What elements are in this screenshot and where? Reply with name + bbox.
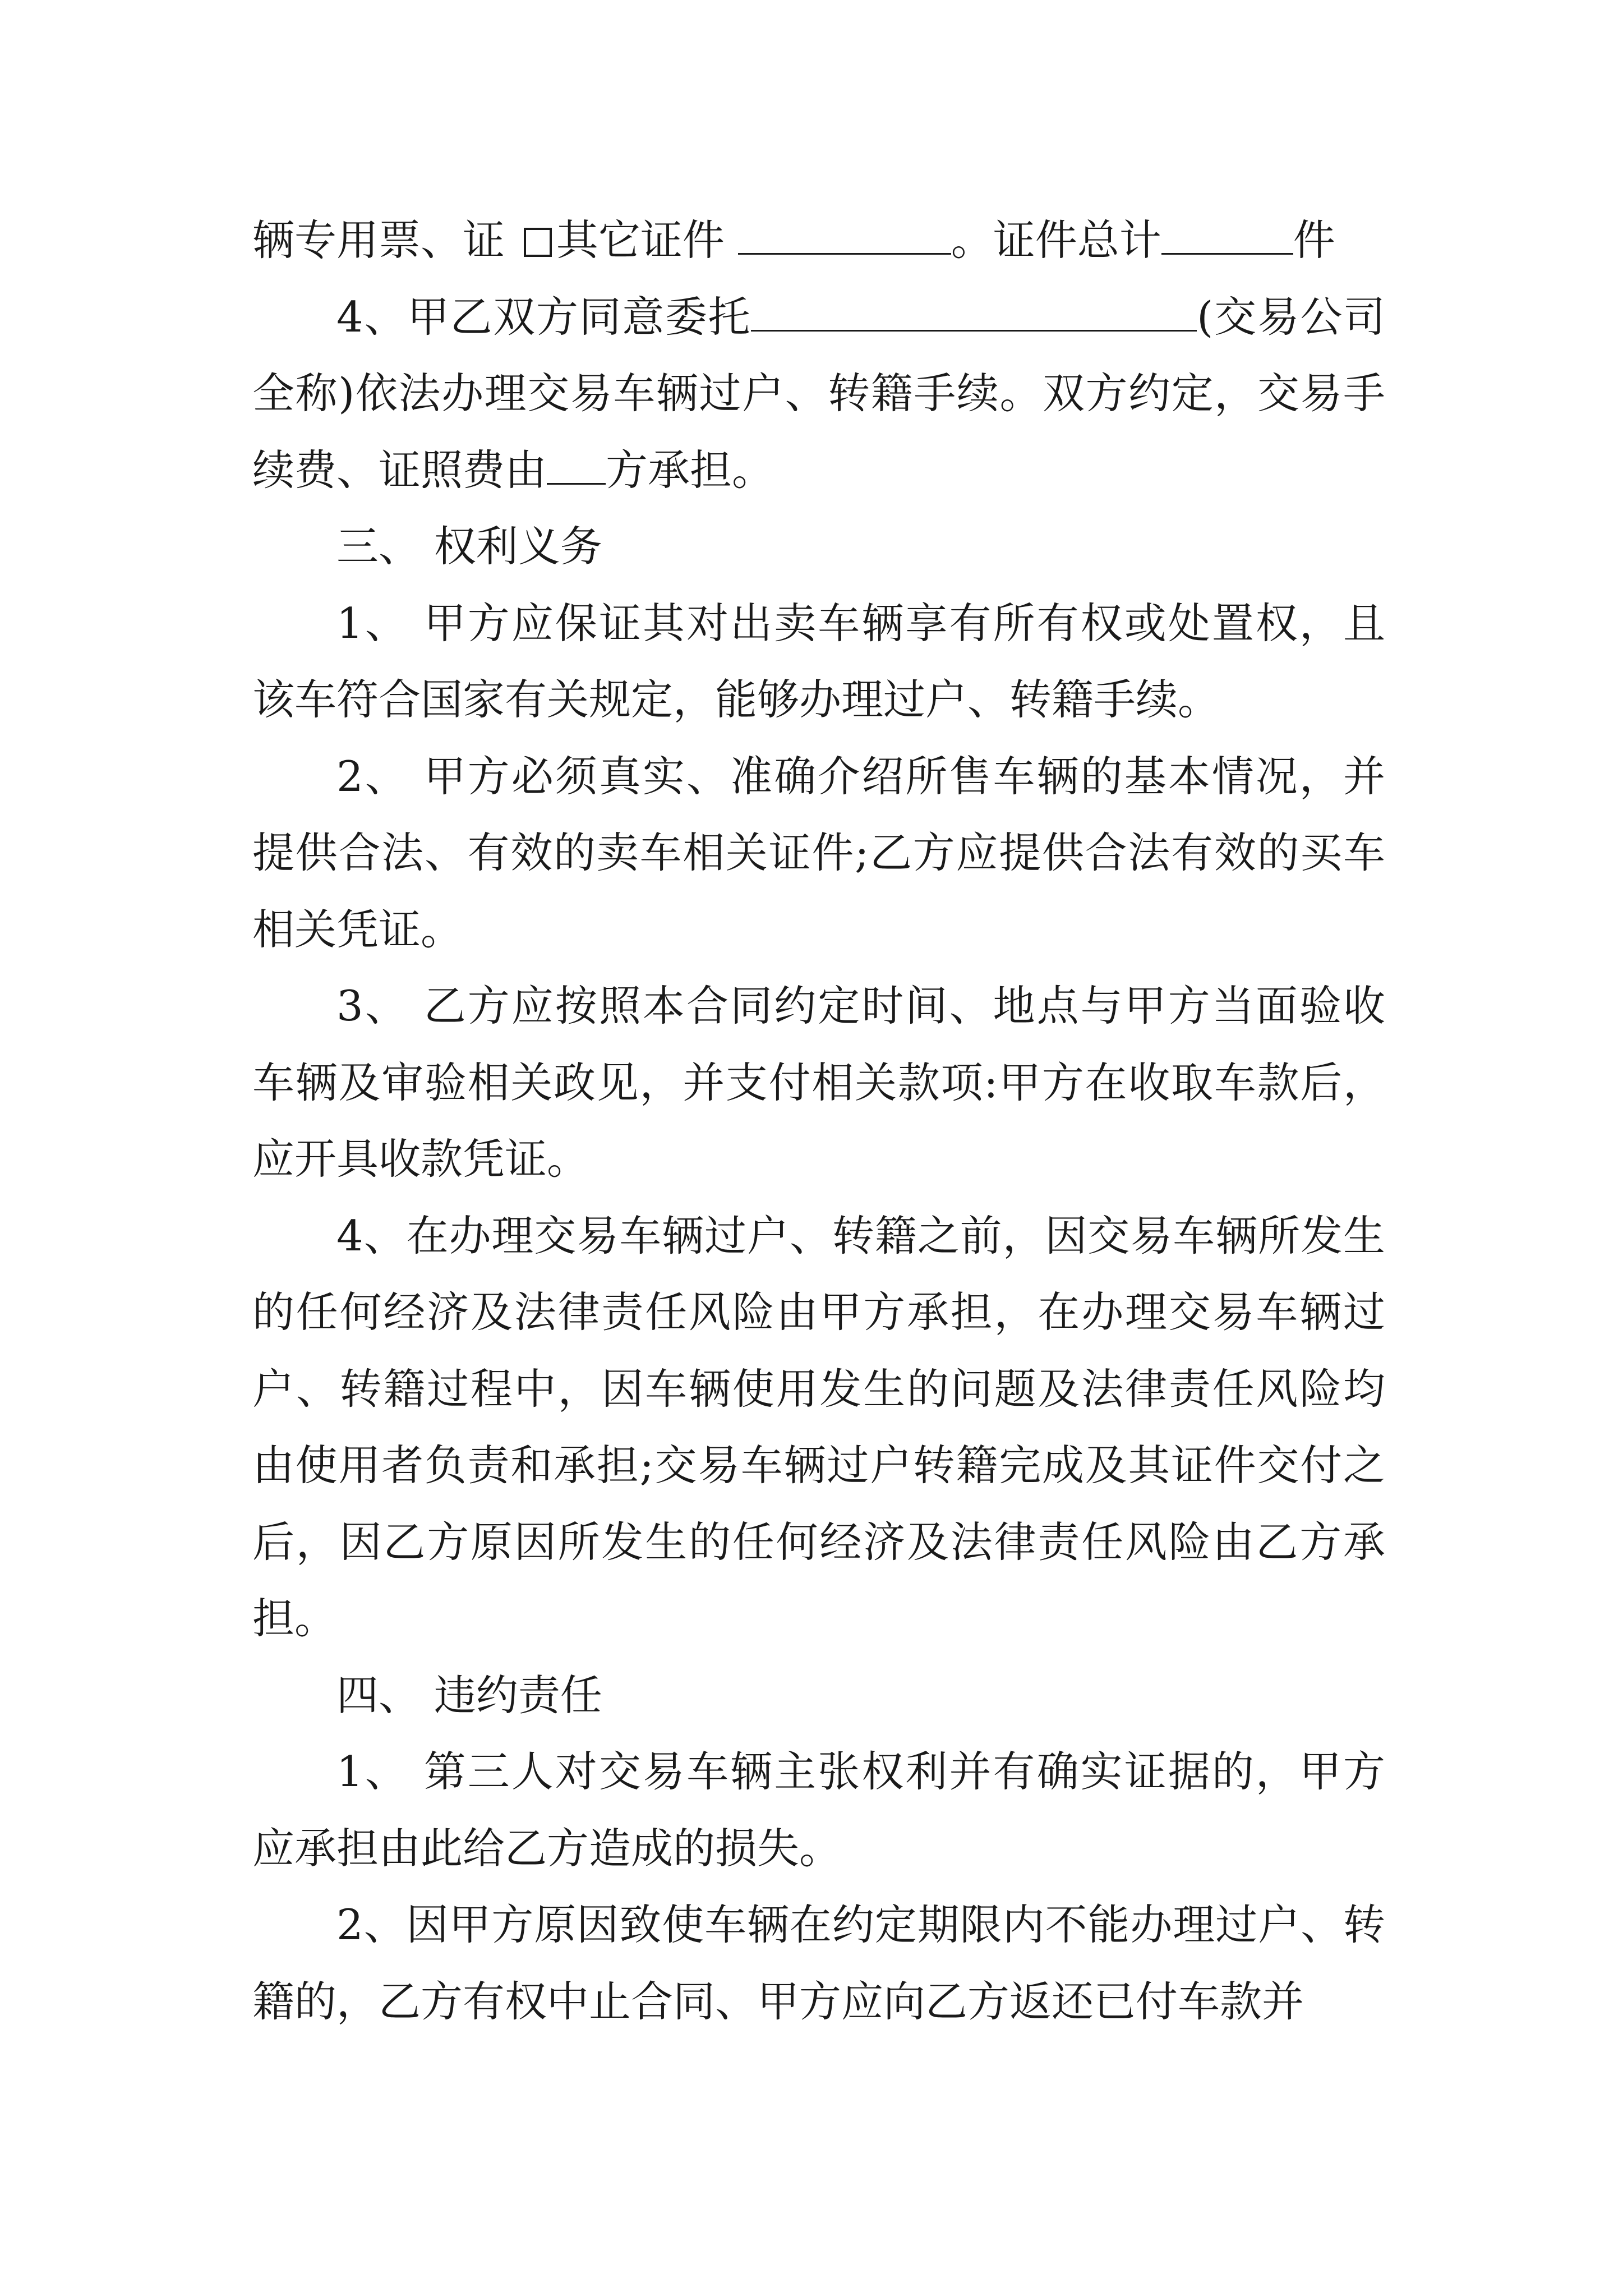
documents-total-label: 。证件总计: [951, 215, 1161, 265]
documents-line-prefix: 辆专用票、证: [252, 215, 518, 265]
trading-company-blank: [751, 295, 1197, 332]
documents-count-blank: [1161, 218, 1293, 255]
other-docs-checkbox: [524, 228, 552, 257]
document-body: [252, 202, 1385, 2040]
section-3-title: 三、 权利义务: [336, 522, 602, 571]
section-3-item: 3、 乙方应按照本合同约定时间、地点与甲方当面验收车辆及审验相关政见，并支付相关款项:甲方在收取车款后，应开具收款凭证。: [252, 981, 1385, 1184]
section-3-item: 2、 甲方必须真实、准确介绍所售车辆的基本情况，并提供合法、有效的卖车相关证件;乙方应提供合法有效的买车相关凭证。: [252, 751, 1385, 954]
section-4-item: 1、 第三人对交易车辆主张权利并有确实证据的，甲方应承担由此给乙方造成的损失。: [252, 1747, 1385, 1873]
section-4-item: 2、因甲方原因致使车辆在约定期限内不能办理过户、转籍的，乙方有权中止合同、甲方应向乙方返还已付车款并: [252, 1900, 1385, 2026]
section-3-item: 4、在办理交易车辆过户、转籍之前，因交易车辆所发生的任何经济及法律责任风险由甲方承担，在办理交易车辆过户、转籍过程中，因车辆使用发生的问题及法律责任风险均由使用者负责和承担;交易车辆过户转籍完成及其证件交付之后，因乙方原因所发生的任何经济及法律责任风险由乙方承担。: [252, 1211, 1385, 1643]
clause-2-4-suffix: 方承担。: [606, 445, 774, 495]
documents-line: [252, 202, 1385, 279]
other-docs-label: 其它证件: [556, 215, 738, 265]
other-docs-blank: [738, 218, 951, 255]
documents-unit: 件: [1293, 215, 1335, 265]
section-3-item: 1、 甲方应保证其对出卖车辆享有所有权或处置权，且该车符合国家有关规定，能够办理过户、转籍手续。: [252, 598, 1385, 724]
fee-party-blank: [547, 448, 606, 485]
clause-2-4-body: (交易公司全称)依法办理交易车辆过户、转籍手续。双方约定，交易手续费、证照费由: [252, 292, 1386, 495]
clause-2-4: [252, 279, 1385, 509]
section-4-title: 四、 违约责任: [336, 1670, 602, 1720]
clause-2-4-prefix: 4、甲乙双方同意委托: [336, 292, 751, 342]
